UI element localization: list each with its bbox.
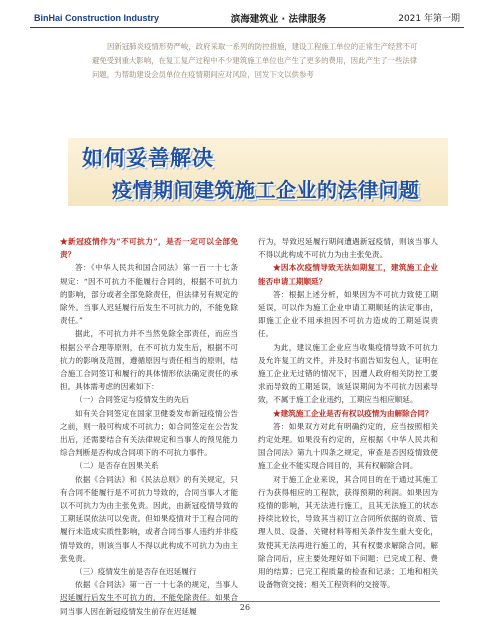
article-title-line-2: 疫情期间建筑施工企业的法律问题 [112, 178, 420, 202]
article-title-line-1: 如何妥善解决 [82, 146, 214, 170]
question-heading: ★新冠疫情作为“不可抗力”，是否一定可以全部免责？ [60, 237, 238, 260]
issue-number: 2021 年第一期 [398, 14, 460, 24]
paragraph: （二）是否存在因果关系 [75, 461, 159, 471]
paragraph: 答：根据上述分析，如果因为不可抗力致使工期延误，可以作为施工企业申请工期顺延的法定事由，即施工企业不用承担因不可抗力造成的工期延误责任。 [258, 289, 438, 339]
paragraph: 如有关合同签定在国家卫健委发布新冠疫情公告之前，则一般可构成不可抗力；如合同签定在公告发出后，还需要结合有关法律规定和当事人的预见能力综合判断是否构成合同项下的不可抗力事件。 [60, 408, 238, 458]
paragraph: 答：如果双方对此有明确约定的，应当按照相关约定处理。如果没有约定的，应根据《中华人民共和国合同法》第九十四条之规定，审查是否因疫情致使施工企业不能实现合同目的，其有权解除合同。 [258, 421, 438, 471]
paragraph: 行为，导致迟延履行期间遭遇新冠疫情，则该当事人不得以此构成不可抗力为由主张免责。 [258, 237, 438, 260]
paragraph: （三）疫情发生前是否存在迟延履行 [75, 567, 197, 577]
paragraph: 答：《中华人民共和国合同法》第一百一十七条规定：“因不可抗力不能履行合同的，根据不可抗力的影响，部分或者全部免除责任，但法律另有规定的除外。当事人迟延履行后发生不可抗力的，不能免除责任。” [60, 263, 238, 326]
section-title: 滨海建筑业 · 法律服务 [230, 13, 327, 25]
paragraph: 对于施工企业来说，其合同目的在于通过其施工行为获得相应的工程款，获得预期的利润。如果因为疫情的影响，其无法进行施工，且其无法施工的状态持续比较长，导致其当初订立合同所依据的资质、管理人员、设备、关键材料等相关条件发生重大变化，致使其无法再进行施工的，其有权要求解除合同。解除合同后，应主要处理好如下问题：已完成工程、费用的结算；已完工程质量的检查和记录；工地和相关设备物资交接；相关工程资料的交接等。 [258, 474, 438, 590]
paragraph: （一）合同签定与疫情发生的先后 [75, 395, 189, 405]
question-heading: ★因本次疫情导致无法如期复工，建筑施工企业能否申请工期顺延？ [258, 263, 438, 286]
left-column [60, 235, 238, 618]
article-abstract: 因新冠肺炎疫情形势严峻，政府采取一系列的防控措施，建设工程施工单位的正常生产经营不可避免受到重大影响，在复工复产过程中不少建筑施工单位也产生了更多的费用，因此产生了一些法律问题，为帮助建设会员单位在疫情期间应对风险，回发下文以供参考 [92, 42, 418, 79]
publication-name-en: BinHai Construction Industry [34, 12, 160, 23]
page-header [30, 8, 464, 28]
question-heading: ★建筑施工企业是否有权以疫情为由解除合同？ [273, 408, 433, 418]
footer-divider [60, 601, 440, 602]
right-column [258, 235, 438, 591]
paragraph: 为此，建议施工企业应当收集疫情导致不可抗力及允许复工的文件，并及时书面告知发包人，证明在施工企业无过错的情况下，因遭人政府相关防控工要求而导致的工期延误，该延误期间为不可抗力因素导致，不属于施工企业违约，工期应当相应顺延。 [258, 342, 438, 405]
page-number: 26 [239, 603, 251, 612]
paragraph: 据此，不可抗力并不当然免除全部责任，而应当根据公平合理等原则，在不可抗力发生后，根据不可抗力的影响及范围，遵循原因与责任相当的原则，结合施工合同签订和履行的具体情形依法确定责任的承担。具体需考虑的因素如下： [60, 329, 238, 392]
paragraph: 依据《合同法》第一百一十七条的规定，当事人迟延履行后发生不可抗力的，不能免除责任。如果合同当事人因在新冠疫情发生前存在迟延履 [60, 580, 238, 616]
paragraph: 依据《合同法》和《民法总则》的有关规定，只有合同不能履行是不可抗力导致的，合同当事人才能以不可抗力为由主张免责。因此，由新冠疫情导致的工期延误依法可以免责。但如果疫情对于工程合同的履行未造成实质性影响，或者合同当事人违约并非疫情导致的，则该当事人不得以此构成不可抗力为由主张免责。 [60, 474, 238, 563]
